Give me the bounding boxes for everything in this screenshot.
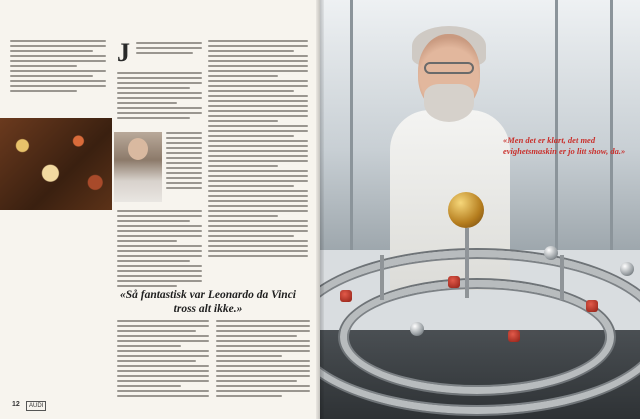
pull-quote-left: «Så fantastisk var Leonardo da Vinci tross alt ikke.» <box>119 289 297 316</box>
man-glasses <box>424 62 474 74</box>
text-column-1 <box>10 40 106 95</box>
text-column-2c <box>166 132 202 192</box>
footer-logo-mark: AUDI <box>26 401 46 411</box>
display-case-frame <box>350 0 353 250</box>
machine-post <box>380 255 384 300</box>
machine-red-part <box>340 290 352 302</box>
text-column-bottom-2 <box>216 320 310 400</box>
workshop-photo <box>0 118 112 210</box>
spread-gutter <box>316 0 324 419</box>
portrait-inset-photo <box>114 132 162 202</box>
machine-silver-ball <box>620 262 634 276</box>
brass-sphere <box>448 192 484 228</box>
machine-post <box>560 255 564 300</box>
machine-red-part <box>508 330 520 342</box>
text-column-2b <box>117 72 202 122</box>
display-case-frame <box>555 0 558 250</box>
text-column-bottom-1 <box>117 320 209 400</box>
pull-quote-right: «Men det er klart, det med evighetsmaskin er jo litt show, da.» <box>503 135 626 157</box>
machine-red-part <box>586 300 598 312</box>
right-page-photo <box>320 0 640 419</box>
text-column-2 <box>136 42 202 57</box>
inset-portrait-head <box>128 138 148 160</box>
page-number: 12 <box>12 401 20 408</box>
text-column-2d <box>117 210 202 290</box>
drop-cap: J <box>117 38 130 67</box>
text-column-3 <box>208 40 308 260</box>
machine-silver-ball <box>544 246 558 260</box>
display-case-frame <box>610 0 613 250</box>
machine-silver-ball <box>410 322 424 336</box>
machine-red-part <box>448 276 460 288</box>
machine-post <box>465 228 469 298</box>
man-beard <box>424 84 474 122</box>
